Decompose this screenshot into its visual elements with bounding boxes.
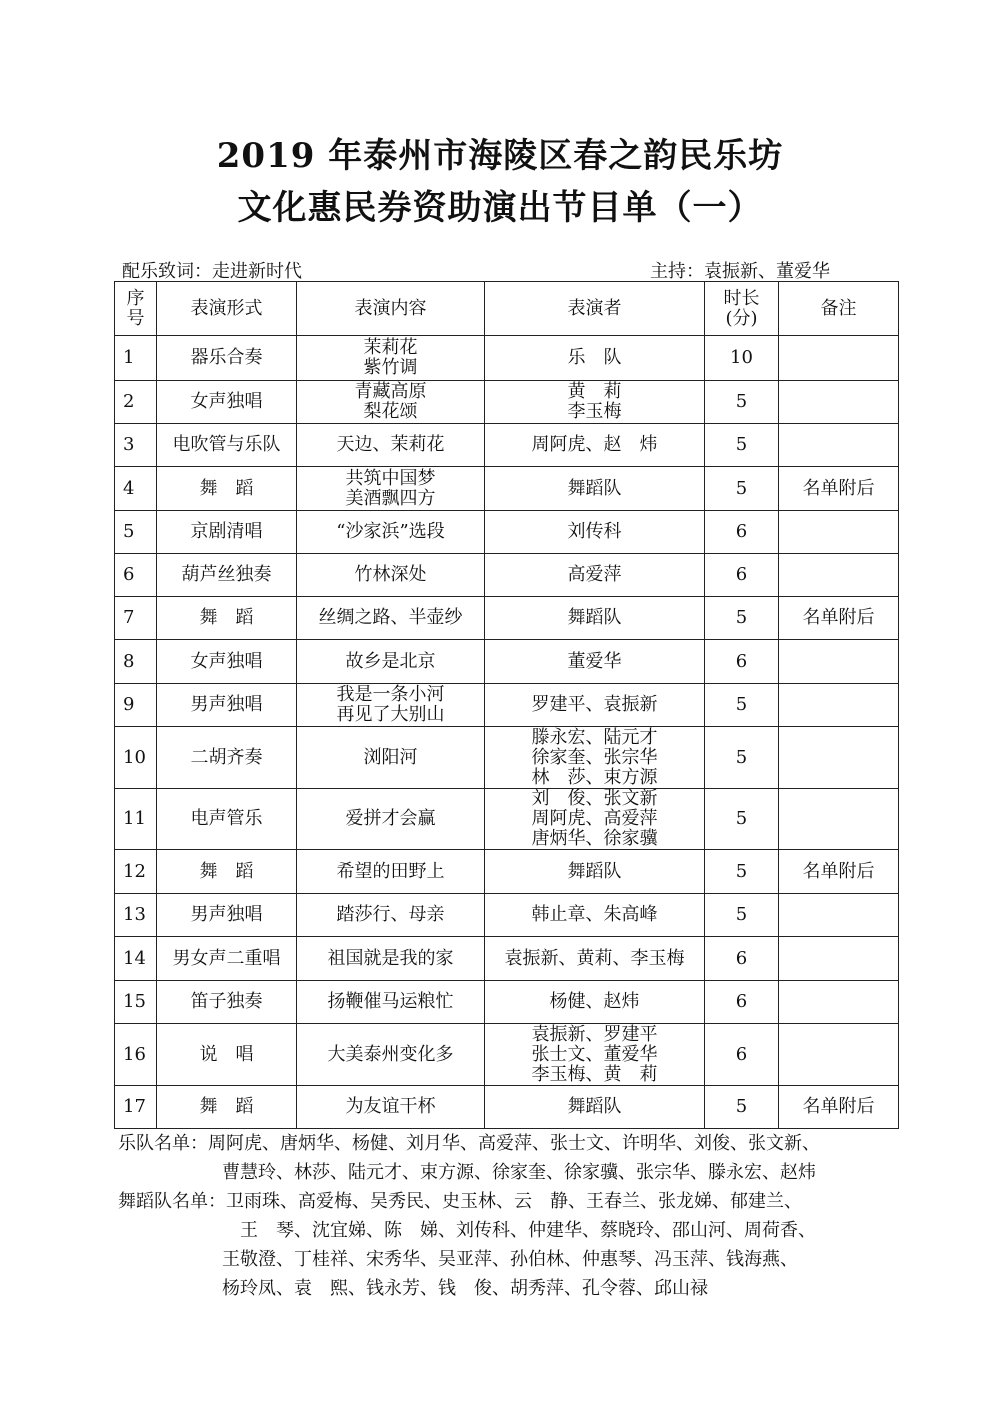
cell-content: [297, 554, 485, 597]
cell-note: [779, 894, 899, 937]
cell-performer-line: 黄 莉: [567, 381, 622, 402]
table-row: [115, 789, 899, 850]
cell-content-line: 茉莉花: [363, 337, 418, 358]
cell-form: 笛子独奏: [157, 981, 297, 1024]
cell-form: 电声管乐: [157, 789, 297, 850]
cell-note: [779, 727, 899, 789]
cell-performer-line: 袁振新、罗建平: [531, 1023, 658, 1045]
cell-content-line: 丝绸之路、半壶纱: [318, 607, 463, 628]
cell-performer-line: 韩止章、朱高峰: [531, 904, 658, 925]
table-header-row: [115, 282, 899, 336]
cell-content-line: 祖国就是我的家: [327, 947, 454, 969]
band-list: [118, 1129, 820, 1187]
cell-duration: 5: [705, 424, 779, 467]
cell-content-line: 扬鞭催马运粮忙: [327, 991, 454, 1012]
table-row: [115, 424, 899, 467]
cell-content-line: 爱拼才会赢: [345, 808, 436, 829]
cell-performer: [485, 640, 705, 684]
cell-no: 16: [115, 1024, 157, 1086]
table-row: [115, 381, 899, 424]
cell-performer-line: 刘 俊、张文新: [531, 788, 658, 809]
cell-content-line: 为友谊干杯: [345, 1096, 436, 1117]
cell-duration: 5: [705, 789, 779, 850]
cell-content-line: 故乡是北京: [345, 650, 436, 672]
cell-no: 4: [115, 467, 157, 511]
cell-no: 13: [115, 894, 157, 937]
band-list-line: 曹慧玲、林莎、陆元才、束方源、徐家奎、徐家骥、张宗华、滕永宏、赵炜: [222, 1162, 816, 1183]
header-duration: 时长 (分): [705, 282, 779, 336]
cell-performer: [485, 381, 705, 424]
cell-performer: [485, 937, 705, 981]
cell-performer-line: 张士文、董爱华: [531, 1043, 658, 1065]
cell-content: [297, 684, 485, 727]
table-row: [115, 981, 899, 1024]
cell-content: [297, 424, 485, 467]
cell-performer-line: 袁振新、黄莉、李玉梅: [504, 947, 685, 969]
cell-performer-line: 李玉梅、黄 莉: [531, 1063, 658, 1085]
cell-note: 名单附后: [779, 467, 899, 511]
table-row: [115, 894, 899, 937]
cell-content: [297, 981, 485, 1024]
cell-performer-line: 滕永宏、陆元才: [531, 726, 658, 748]
cell-note: [779, 789, 899, 850]
table-row: [115, 640, 899, 684]
cell-content: [297, 640, 485, 684]
header-content: 表演内容: [297, 282, 485, 336]
cell-performer-line: 唐炳华、徐家骥: [531, 828, 658, 849]
cell-duration: 6: [705, 937, 779, 981]
cell-content: [297, 511, 485, 554]
cell-performer: [485, 894, 705, 937]
cell-performer-line: 高爱萍: [567, 564, 622, 585]
cell-note: [779, 981, 899, 1024]
opening-speech: 配乐致词：走进新时代: [122, 261, 302, 282]
cell-duration: 6: [705, 554, 779, 597]
cell-note: [779, 1024, 899, 1086]
header-form: 表演形式: [157, 282, 297, 336]
cell-content: [297, 381, 485, 424]
dance-list-line: 王 琴、沈宜娣、陈 娣、刘传科、仲建华、蔡晓玲、邵山河、周荷香、: [240, 1220, 816, 1241]
cell-performer-line: 乐 队: [567, 347, 622, 368]
cell-duration: 5: [705, 850, 779, 894]
cell-content: [297, 850, 485, 894]
host-info: 主持：袁振新、董爱华: [650, 261, 830, 282]
cell-note: 名单附后: [779, 1086, 899, 1129]
table-row: [115, 684, 899, 727]
cell-content-line: 紫竹调: [363, 357, 418, 378]
cell-duration: 5: [705, 727, 779, 789]
cell-content-line: 竹林深处: [354, 564, 427, 585]
cell-performer-line: 周阿虎、高爱萍: [531, 808, 658, 829]
cell-performer: [485, 1024, 705, 1086]
cell-content-line: 我是一条小河: [336, 684, 445, 705]
cell-content-line: 青藏高原: [354, 381, 427, 402]
cell-form: 葫芦丝独奏: [157, 554, 297, 597]
cell-content-line: 梨花颂: [363, 401, 418, 422]
cell-performer: [485, 597, 705, 640]
cell-content-line: 美酒飘四方: [345, 487, 436, 509]
cell-content-line: 共筑中国梦: [345, 467, 436, 489]
band-list-line: 乐队名单：周阿虎、唐炳华、杨健、刘月华、高爱萍、张士文、许明华、刘俊、张文新、: [118, 1133, 820, 1154]
cell-performer-line: 杨健、赵炜: [549, 991, 640, 1012]
cell-performer-line: 舞蹈队: [567, 607, 622, 628]
cell-duration: 6: [705, 1024, 779, 1086]
cell-no: 12: [115, 850, 157, 894]
cell-form: 女声独唱: [157, 381, 297, 424]
cell-note: 名单附后: [779, 850, 899, 894]
cell-performer-line: 罗建平、袁振新: [531, 694, 658, 715]
cell-no: 14: [115, 937, 157, 981]
cell-content-line: 踏莎行、母亲: [336, 904, 445, 925]
cell-note: [779, 336, 899, 381]
dance-list-line: 王敬澄、丁桂祥、宋秀华、吴亚萍、孙伯林、仲惠琴、冯玉萍、钱海燕、: [222, 1249, 798, 1270]
table-row: [115, 554, 899, 597]
cell-duration: 6: [705, 640, 779, 684]
cell-form: 男声独唱: [157, 894, 297, 937]
program-table: [114, 281, 899, 1129]
cell-duration: 10: [705, 336, 779, 381]
cell-no: 8: [115, 640, 157, 684]
table-row: [115, 597, 899, 640]
cell-content: [297, 937, 485, 981]
cell-form: 器乐合奏: [157, 336, 297, 381]
cell-form: 女声独唱: [157, 640, 297, 684]
title-line-1: 2019 年泰州市海陵区春之韵民乐坊: [216, 136, 784, 176]
cell-performer: [485, 424, 705, 467]
dance-list: [118, 1187, 816, 1303]
cell-no: 15: [115, 981, 157, 1024]
cell-performer: [485, 1086, 705, 1129]
cell-performer-line: 舞蹈队: [567, 1096, 622, 1117]
cell-note: [779, 424, 899, 467]
cell-performer-line: 徐家奎、张宗华: [531, 746, 658, 768]
table-row: [115, 1024, 899, 1086]
cell-performer: [485, 981, 705, 1024]
cell-no: 7: [115, 597, 157, 640]
cell-form: 舞 蹈: [157, 1086, 297, 1129]
cell-performer: [485, 511, 705, 554]
cell-performer: [485, 727, 705, 789]
cell-duration: 5: [705, 894, 779, 937]
cell-note: [779, 511, 899, 554]
cell-performer: [485, 554, 705, 597]
cell-performer-line: 刘传科: [567, 521, 622, 542]
cell-content: [297, 1086, 485, 1129]
cell-content-line: 天边、茉莉花: [336, 434, 445, 455]
cell-no: 10: [115, 727, 157, 789]
cell-note: [779, 684, 899, 727]
cell-form: 京剧清唱: [157, 511, 297, 554]
cell-form: 舞 蹈: [157, 467, 297, 511]
cell-no: 6: [115, 554, 157, 597]
cell-no: 11: [115, 789, 157, 850]
cell-note: [779, 640, 899, 684]
dance-list-line: 杨玲凤、袁 熙、钱永芳、钱 俊、胡秀萍、孔令蓉、邱山禄: [222, 1278, 708, 1299]
cell-performer: [485, 789, 705, 850]
header-note: 备注: [779, 282, 899, 336]
table-body: [115, 336, 899, 1129]
cell-content: [297, 789, 485, 850]
cell-note: [779, 554, 899, 597]
cell-performer: [485, 850, 705, 894]
header-no: 序 号: [115, 282, 157, 336]
cell-form: 二胡齐奏: [157, 727, 297, 789]
cell-content-line: 浏阳河: [363, 746, 418, 768]
cell-content-line: 大美泰州变化多: [327, 1043, 454, 1065]
cell-content: [297, 467, 485, 511]
cell-performer-line: 舞蹈队: [567, 477, 622, 499]
cell-performer-line: 林 莎、束方源: [531, 766, 658, 788]
cell-no: 2: [115, 381, 157, 424]
cell-no: 17: [115, 1086, 157, 1129]
cell-form: 舞 蹈: [157, 597, 297, 640]
table-row: [115, 336, 899, 381]
cell-form: 男声独唱: [157, 684, 297, 727]
cell-performer-line: 周阿虎、赵 炜: [531, 434, 658, 455]
cell-content: [297, 597, 485, 640]
cell-note: [779, 381, 899, 424]
title-line-2: 文化惠民券资助演出节目单（一）: [237, 188, 763, 228]
cell-no: 9: [115, 684, 157, 727]
cell-content: [297, 336, 485, 381]
table-row: [115, 1086, 899, 1129]
cell-content-line: 希望的田野上: [336, 860, 445, 882]
cell-no: 3: [115, 424, 157, 467]
cell-form: 男女声二重唱: [157, 937, 297, 981]
cell-duration: 5: [705, 684, 779, 727]
cell-form: 舞 蹈: [157, 850, 297, 894]
cell-note: 名单附后: [779, 597, 899, 640]
cell-no: 5: [115, 511, 157, 554]
cell-performer: [485, 336, 705, 381]
table-row: [115, 937, 899, 981]
cell-duration: 6: [705, 511, 779, 554]
cell-duration: 5: [705, 1086, 779, 1129]
cell-form: 说 唱: [157, 1024, 297, 1086]
cell-duration: 5: [705, 381, 779, 424]
cell-performer: [485, 684, 705, 727]
cell-form: 电吹管与乐队: [157, 424, 297, 467]
table-row: [115, 511, 899, 554]
cell-performer: [485, 467, 705, 511]
cell-no: 1: [115, 336, 157, 381]
cell-performer-line: 董爱华: [567, 650, 622, 672]
table-row: [115, 850, 899, 894]
cell-content: [297, 727, 485, 789]
cell-content: [297, 894, 485, 937]
table-row: [115, 727, 899, 789]
table-row: [115, 467, 899, 511]
cell-content-line: “沙家浜”选段: [336, 521, 445, 542]
dance-list-line: 舞蹈队名单：卫雨珠、高爱梅、吴秀民、史玉林、云 静、王春兰、张龙娣、郁建兰、: [118, 1191, 802, 1212]
cell-performer-line: 李玉梅: [567, 401, 622, 422]
cell-duration: 5: [705, 467, 779, 511]
cell-duration: 5: [705, 597, 779, 640]
header-performer: 表演者: [485, 282, 705, 336]
cell-performer-line: 舞蹈队: [567, 860, 622, 882]
cell-content: [297, 1024, 485, 1086]
cell-duration: 6: [705, 981, 779, 1024]
cell-note: [779, 937, 899, 981]
cell-content-line: 再见了大别山: [336, 704, 445, 725]
